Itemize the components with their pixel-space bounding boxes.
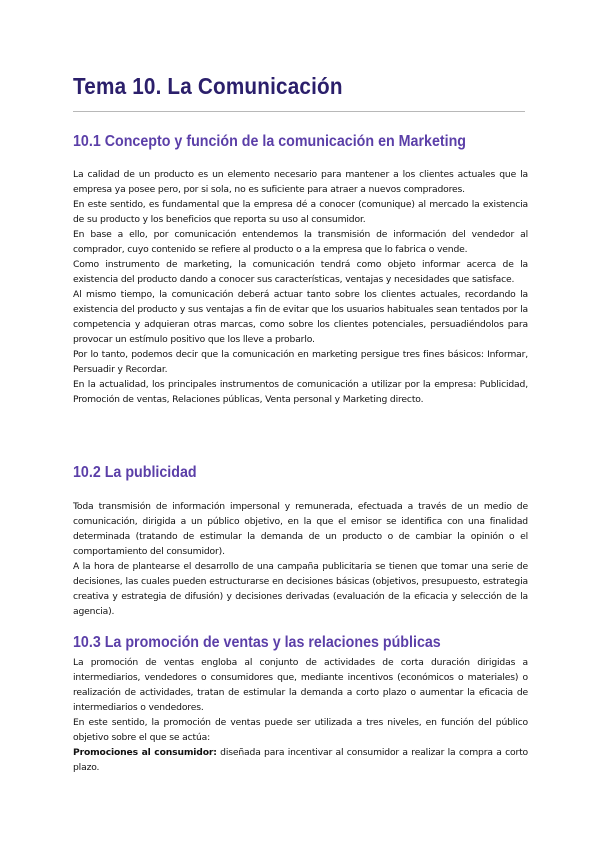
paragraph: Toda transmisión de información impersonal y remunerada, efectuada a través de un medio de comunicación, dirigida a un público objetivo, en la que el emisor se identifica con una finalidad determinada (tratando de estimular la demanda de un producto o de cambiar la opinión o el comportamiento del consumidor). — [73, 501, 528, 557]
section-heading-10-3: 10.3 La promoción de ventas y las relaciones públicas — [73, 634, 441, 651]
paragraph: Por lo tanto, podemos decir que la comunicación en marketing persigue tres fines básicos: Informar, Persuadir y Recordar. — [73, 349, 528, 375]
section-body-10-3 — [73, 655, 528, 775]
section-heading-10-1: 10.1 Concepto y función de la comunicación en Marketing — [73, 133, 467, 150]
section-body-10-2 — [73, 499, 528, 619]
paragraph: En base a ello, por comunicación entendemos la transmisión de información del vendedor al comprador, cuyo contenido se refiere al producto o a la empresa que lo fabrica o vende. — [73, 229, 528, 255]
paragraph: A la hora de plantearse el desarrollo de una campaña publicitaria se tienen que tomar una serie de decisiones, las cuales pueden estructurarse en decisiones básicas (objetivos, presupuesto, estrategia creativa y estrategia de difusión) y decisiones derivadas (evaluación de la eficacia y selección de la agencia). — [73, 561, 528, 617]
paragraph-bold-term — [73, 745, 528, 775]
paragraph: Al mismo tiempo, la comunicación deberá actuar tanto sobre los clientes actuales, recordando la existencia del producto y sus ventajas a fin de evitar que los usuarios habituales sean tentados por la competencia y adquieran otras marcas, como sobre los clientes potenciales, persuadiéndolos para provocar un estímulo positivo que los lleve a probarlo. — [73, 289, 528, 345]
title-divider — [73, 111, 525, 112]
paragraph: La calidad de un producto es un elemento necesario para mantener a los clientes actuales que la empresa ya posee pero, por si sola, no es suficiente para atraer a nuevos compradores. — [73, 169, 528, 195]
paragraph: En la actualidad, los principales instrumentos de comunicación a utilizar por la empresa: Publicidad, Promoción de ventas, Relaciones públicas, Venta personal y Marketing directo. — [73, 379, 528, 405]
section-body-10-1 — [73, 167, 528, 407]
paragraph: En este sentido, es fundamental que la empresa dé a conocer (comunique) al mercado la existencia de su producto y los beneficios que reporta su uso al consumidor. — [73, 199, 528, 225]
paragraph: Como instrumento de marketing, la comunicación tendrá como objeto informar acerca de la existencia del producto dando a conocer sus características, ventajas y necesidades que satisface. — [73, 259, 528, 285]
paragraph: La promoción de ventas engloba al conjunto de actividades de corta duración dirigidas a intermediarios, vendedores o consumidores que, mediante incentivos (económicos o materiales) o realización de actividades, tratan de estimular la demanda a corto plazo o aumentar la eficacia de intermediarios o vendedores. — [73, 657, 528, 713]
page-title: Tema 10. La Comunicación — [73, 73, 343, 99]
bold-term: Promociones al consumidor: — [73, 747, 217, 758]
paragraph: En este sentido, la promoción de ventas puede ser utilizada a tres niveles, en función del público objetivo sobre el que se actúa: — [73, 717, 528, 743]
bold-term-text: diseñada para incentivar al consumidor a realizar la compra a corto plazo. — [73, 747, 528, 773]
section-heading-10-2: 10.2 La publicidad — [73, 464, 197, 481]
